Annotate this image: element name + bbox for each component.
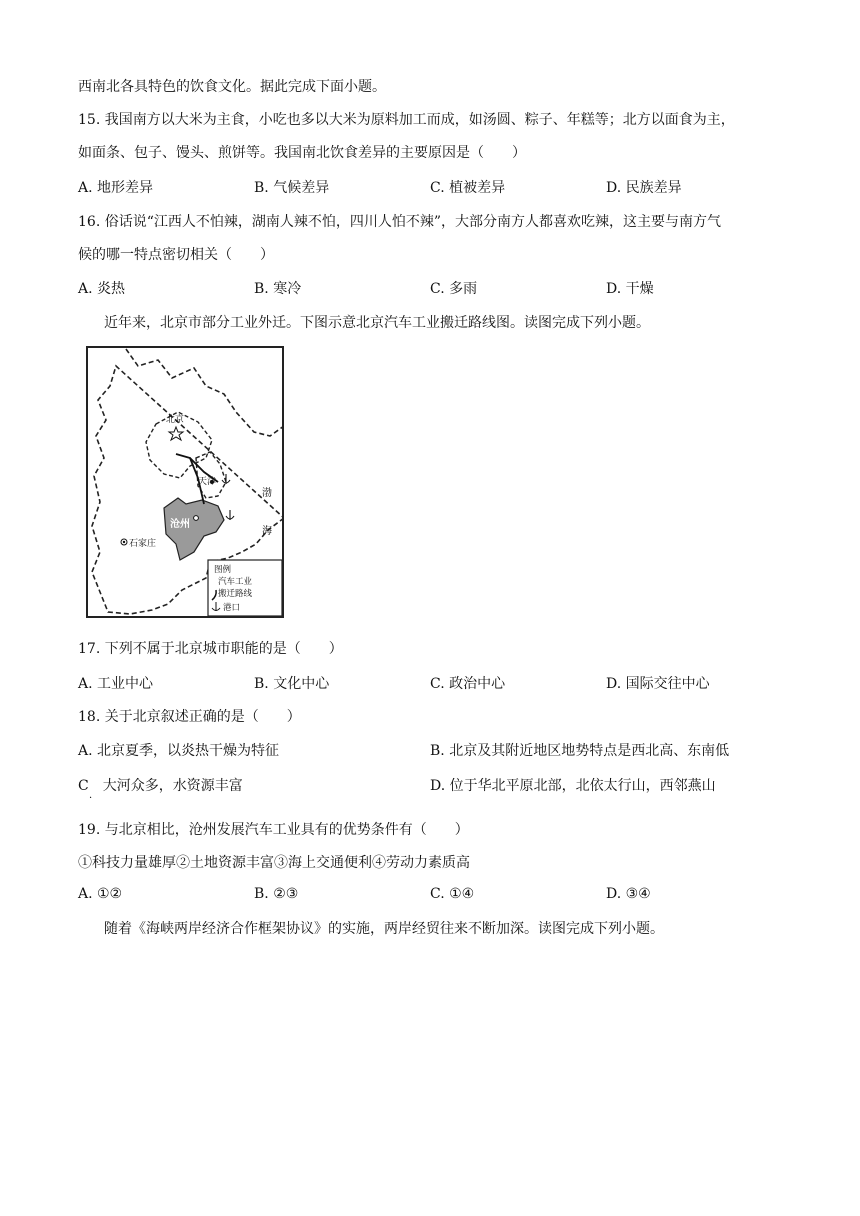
q17-stem: 17. 下列不属于北京城市职能的是（ ）	[78, 641, 343, 657]
q16-stem-line2: 候的哪一特点密切相关（ ）	[78, 247, 274, 263]
q18-option-c-dot: ·	[89, 793, 93, 804]
q15-option-c: C. 植被差异	[430, 180, 506, 196]
q15-option-a: A. 地形差异	[78, 180, 154, 196]
label-hai: 海	[262, 526, 272, 537]
q17-option-b: B. 文化中心	[254, 676, 330, 692]
legend-route-line2: 搬迁路线	[218, 588, 253, 598]
q16-option-a: A. 炎热	[78, 281, 126, 297]
q18-stem: 18. 关于北京叙述正确的是（ ）	[78, 709, 301, 725]
q15-option-b: B. 气候差异	[254, 180, 330, 196]
map-legend	[208, 560, 282, 616]
label-bo: 渤	[262, 488, 272, 499]
label-beijing: 北京	[166, 414, 185, 424]
q16-option-d: D. 干燥	[606, 281, 654, 297]
q18-option-c: C 大河众多，水资源丰富	[78, 778, 243, 794]
q15-option-d: D. 民族差异	[606, 180, 682, 196]
label-tianjin: 天津	[198, 476, 217, 486]
q19-conditions: ①科技力量雄厚②土地资源丰富③海上交通便利④劳动力素质高	[78, 855, 470, 871]
q18-option-a: A. 北京夏季，以炎热干燥为特征	[78, 743, 280, 759]
beijing-relocation-map	[86, 346, 284, 618]
q19-option-c: C. ①④	[430, 886, 475, 902]
q17-option-c: C. 政治中心	[430, 676, 506, 692]
q19-option-b: B. ②③	[254, 886, 299, 902]
q16-option-b: B. 寒冷	[254, 281, 302, 297]
q19-option-a: A. ①②	[78, 886, 123, 902]
legend-port: 港口	[223, 602, 241, 612]
intro-food: 西南北各具特色的饮食文化。据此完成下面小题。	[78, 79, 386, 95]
q15-stem-line2: 如面条、包子、馒头、煎饼等。我国南北饮食差异的主要原因是（ ）	[78, 145, 526, 161]
intro-strait: 随着《海峡两岸经济合作框架协议》的实施，两岸经贸往来不断加深。读图完成下列小题。	[104, 921, 664, 937]
q17-option-a: A. 工业中心	[78, 676, 154, 692]
q18-option-d: D. 位于华北平原北部，北依太行山，西邻燕山	[430, 778, 716, 794]
cangzhou-point-icon	[194, 516, 199, 521]
q19-stem: 19. 与北京相比，沧州发展汽车工业具有的优势条件有（ ）	[78, 822, 469, 838]
legend-title: 图例	[214, 564, 232, 574]
label-cangzhou: 沧州	[170, 519, 190, 530]
label-shijiazhuang: 石家庄	[129, 538, 157, 548]
q15-stem-line1: 15. 我国南方以大米为主食，小吃也多以大米为原料加工而成，如汤圆、粽子、年糕等；北方以面食为主，	[78, 112, 735, 128]
intro-beijing: 近年来，北京市部分工业外迁。下图示意北京汽车工业搬迁路线图。读图完成下列小题。	[104, 315, 650, 331]
q16-stem-line1: 16. 俗话说“江西人不怕辣，湖南人辣不怕，四川人怕不辣”，大部分南方人都喜欢吃辣，这主要与南方气	[78, 214, 722, 230]
q17-option-d: D. 国际交往中心	[606, 676, 710, 692]
legend-route-line1: 汽车工业	[218, 576, 253, 586]
q18-option-b: B. 北京及其附近地区地势特点是西北高、东南低	[430, 743, 730, 759]
q16-option-c: C. 多雨	[430, 281, 478, 297]
q19-option-d: D. ③④	[606, 886, 651, 902]
